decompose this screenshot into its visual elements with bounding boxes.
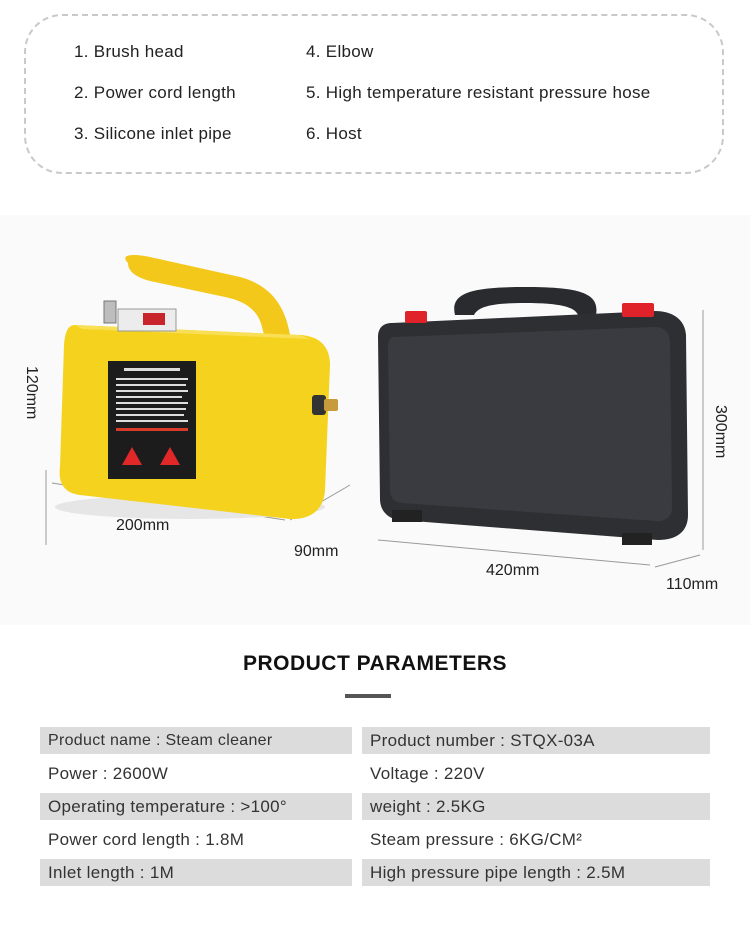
param-product-number: Product number : STQX-03A bbox=[362, 727, 710, 754]
param-high-pressure-pipe-length: High pressure pipe length : 2.5M bbox=[362, 859, 710, 886]
case-depth-label: 110mm bbox=[666, 576, 719, 593]
legend-item-host: 6. Host bbox=[306, 124, 362, 143]
legend-item-brush-head: 1. Brush head bbox=[74, 42, 184, 61]
steam-outlet bbox=[324, 399, 338, 411]
param-weight: weight : 2.5KG bbox=[362, 793, 710, 820]
param-steam-pressure: Steam pressure : 6KG/CM² bbox=[370, 830, 583, 849]
case-height-label: 300mm bbox=[712, 405, 729, 459]
host-width-label: 200mm bbox=[116, 517, 170, 534]
case-foot-left bbox=[392, 510, 422, 522]
legend-item-silicone-inlet-pipe: 3. Silicone inlet pipe bbox=[74, 124, 232, 143]
case-depth-line bbox=[655, 555, 700, 567]
latch-left bbox=[405, 311, 427, 323]
case-width-label: 420mm bbox=[486, 562, 540, 579]
case-handle bbox=[454, 287, 596, 315]
title-underline bbox=[345, 694, 391, 698]
param-product-name: Product name : Steam cleaner bbox=[40, 727, 352, 754]
param-operating-temperature: Operating temperature : >100° bbox=[40, 793, 352, 820]
latch-right bbox=[622, 303, 654, 317]
section-title: PRODUCT PARAMETERS bbox=[242, 652, 508, 675]
param-power-cord-length: Power cord length : 1.8M bbox=[48, 830, 245, 849]
param-inlet-length: Inlet length : 1M bbox=[40, 859, 352, 886]
host-height-label: 120mm bbox=[23, 366, 40, 420]
legend-item-power-cord: 2. Power cord length bbox=[74, 83, 236, 102]
steam-valve bbox=[104, 301, 116, 323]
param-voltage: Voltage : 220V bbox=[370, 764, 485, 783]
legend-item-pressure-hose: 5. High temperature resistant pressure hose bbox=[306, 83, 651, 102]
legend-item-elbow: 4. Elbow bbox=[306, 42, 374, 61]
host-image bbox=[55, 255, 338, 519]
param-power: Power : 2600W bbox=[48, 764, 169, 783]
power-switch bbox=[143, 313, 165, 325]
product-illustration bbox=[0, 215, 750, 625]
case-lid-panel bbox=[388, 327, 672, 521]
case-image bbox=[378, 287, 688, 545]
case-foot-right bbox=[622, 533, 652, 545]
host-depth-label: 90mm bbox=[294, 543, 339, 560]
